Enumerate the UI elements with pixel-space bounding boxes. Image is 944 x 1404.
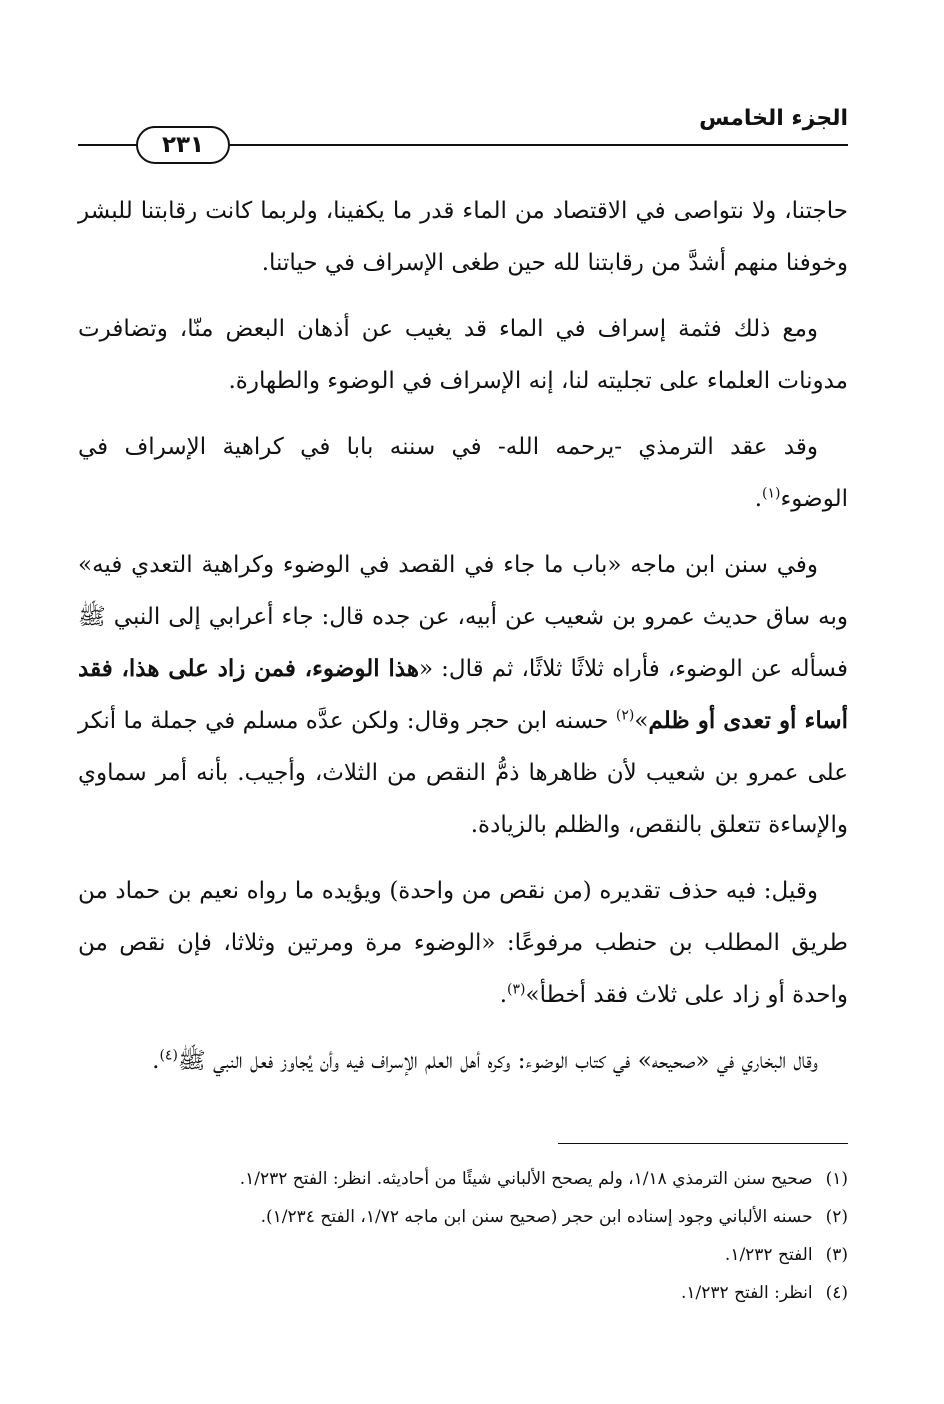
hadith-quote-bold: هذا الوضوء، فمن زاد على هذا، فقد أساء أو تعدى أو ظلم — [78, 655, 848, 734]
footnote-4 — [78, 1274, 848, 1312]
paragraph-text: . — [499, 982, 508, 1008]
footnote-ref-4[interactable]: (٤) — [159, 1047, 178, 1064]
paragraph-text: . — [754, 486, 763, 512]
footnote-2 — [78, 1198, 848, 1236]
paragraph-text: » — [634, 708, 649, 734]
footnote-text: الفتح ١/٢٣٢. — [724, 1245, 813, 1265]
paragraph-text: وقد عقد الترمذي -يرحمه الله- في سننه بابا في كراهية الإسراف في الوضوء — [78, 434, 848, 512]
footnote-ref-3[interactable]: (٣) — [507, 981, 526, 998]
footnote-3 — [78, 1236, 848, 1274]
running-title: الجزء الخامس — [699, 106, 848, 131]
footnote-number: (١) — [825, 1169, 848, 1189]
paragraph-6 — [78, 1035, 848, 1087]
footnote-ref-1[interactable]: (١) — [762, 485, 781, 502]
footnote-text: حسنه الألباني وجود إسناده ابن حجر (صحيح سنن ابن ماجه ١/٧٢، الفتح ١/٢٣٤). — [260, 1207, 813, 1227]
page-header — [78, 100, 848, 170]
paragraph-text: ومع ذلك فثمة إسراف في الماء قد يغيب عن أذهان البعض منّا، وتضافرت مدونات العلماء على تجليته لنا، إنه الإسراف في الوضوء والطهارة. — [78, 316, 848, 394]
paragraph-5 — [78, 865, 848, 1021]
body-text — [78, 185, 848, 1101]
footnote-number: (٢) — [825, 1207, 848, 1227]
footnote-number: (٣) — [825, 1245, 848, 1265]
paragraph-4 — [78, 539, 848, 851]
footnote-ref-2[interactable]: (٢) — [615, 707, 635, 724]
paragraph-text: حاجتنا، ولا نتواصى في الاقتصاد من الماء قدر ما يكفينا، ولربما كانت رقابتنا للبشر وخوفنا منهم أشدَّ من رقابتنا لله حين طغى الإسراف في حياتنا. — [78, 198, 848, 276]
paragraph-text: وقال البخاري في «صحيحه» في كتاب الوضوء: وكره أهل العلم الإسراف فيه وأن يُجاوز فعل النبي ﷺ — [177, 1048, 818, 1074]
paragraph-text: حسنه ابن حجر وقال: ولكن عدَّه مسلم في جملة ما أنكر على عمرو بن شعيب لأن ظاهرها ذمُّ النقص من الثلاث، وأجيب. بأنه أمر سماوي والإساءة تتعلق بالنقص، والظلم بالزيادة. — [78, 708, 848, 838]
paragraph-3 — [78, 421, 848, 525]
paragraph-text: وفي سنن ابن ماجه «باب ما جاء في القصد في الوضوء وكراهية التعدي فيه» وبه ساق حديث عمرو بن شعيب عن أبيه، عن جده قال: جاء أعرابي إلى النبي ﷺ فسأله عن الوضوء، فأراه ثلاثًا ثلاثًا، ثم قال: « — [78, 552, 848, 682]
footnote-text: صحيح سنن الترمذي ١/١٨، ولم يصحح الألباني شيئًا من أحاديثه. انظر: الفتح ١/٢٣٢. — [239, 1169, 813, 1189]
paragraph-1 — [78, 185, 848, 289]
footnote-1 — [78, 1160, 848, 1198]
footnote-number: (٤) — [825, 1283, 848, 1303]
footnote-text: انظر: الفتح ١/٢٣٢. — [681, 1283, 813, 1303]
footnotes — [78, 1160, 848, 1312]
paragraph-text: وقيل: فيه حذف تقديره (من نقص من واحدة) ويؤيده ما رواه نعيم بن حماد من طريق المطلب بن حنطب مرفوعًا: «الوضوء مرة ومرتين وثلاثا، فإن نقص من واحدة أو زاد على ثلاث فقد أخطأ» — [78, 878, 848, 1008]
paragraph-text: . — [152, 1048, 160, 1074]
footnote-separator — [558, 1143, 848, 1144]
paragraph-2 — [78, 303, 848, 407]
page-number: ٢٣١ — [136, 126, 230, 164]
